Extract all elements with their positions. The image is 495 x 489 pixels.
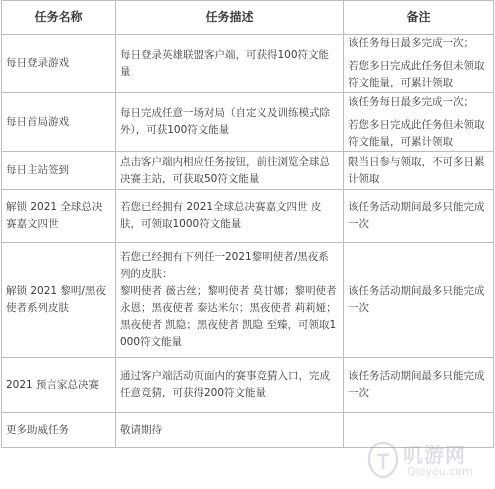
task-table	[1, 0, 494, 448]
task-description-cell	[116, 152, 344, 190]
task-description-cell	[116, 35, 344, 93]
notes-cell	[344, 190, 494, 243]
task-description-cell	[116, 93, 344, 152]
header-task-name: 任务名称	[2, 1, 116, 35]
notes-cell	[344, 35, 494, 93]
description-text: 每日完成任意一场对局（自定义及训练模式除外），可获100符文能量	[120, 107, 330, 136]
note-text: 该任务每日最多完成一次；	[348, 95, 474, 108]
task-description-cell	[116, 243, 344, 358]
task-description-cell	[116, 358, 344, 413]
notes-cell	[344, 152, 494, 190]
task-description-cell	[116, 190, 344, 243]
task-name-cell: 解锁 2021 全球总决赛嘉文四世	[2, 190, 116, 243]
notes-cell	[344, 243, 494, 358]
task-name-cell: 更多助威任务	[2, 413, 116, 448]
note-text: 若您多日完成此任务但未领取符文能量，可累计领取	[348, 60, 485, 89]
note-text: 该任务活动期间最多只能完成一次	[348, 285, 485, 314]
header-notes: 备注	[344, 1, 494, 35]
notes-cell	[344, 413, 494, 448]
table-row	[2, 35, 494, 93]
notes-cell	[344, 358, 494, 413]
table-header-row	[2, 1, 494, 35]
task-description-cell	[116, 413, 344, 448]
note-text: 若您多日完成此任务但未领取符文能量，可累计领取	[348, 118, 485, 148]
task-name-cell: 每日主站签到	[2, 152, 116, 190]
description-text: 点击客户端内相应任务按钮，前往浏览全球总决赛主站，可获取50符文能量	[120, 155, 330, 185]
note-text: 该任务活动期间最多只能完成一次	[348, 201, 485, 230]
description-text: 若您已经拥有 2021全球总决赛嘉文四世 皮肤，可领取1000符文能量	[120, 201, 322, 230]
description-text: 通过客户端活动页面内的赛事竞猜入口，完成任意竞猜，可获得200符文能量	[120, 370, 330, 399]
note-text: 该任务每日最多完成一次；	[348, 37, 474, 49]
watermark-site-url: Qieyou.com	[407, 465, 473, 478]
table-row	[2, 243, 494, 358]
task-name-cell: 解锁 2021 黎明/黑夜使者系列皮肤	[2, 243, 116, 358]
task-name-cell: 2021 预言家总决赛	[2, 358, 116, 413]
description-text: 敬请期待	[120, 423, 162, 436]
note-text: 该任务活动期间最多只能完成一次	[348, 370, 485, 399]
description-text: 黎明使者 薇古丝；黎明使者 莫甘娜；黎明使者 永恩；黑夜使者 泰达米尔；黑夜使者 莉莉娅；黑夜使者 凯隐；黑夜使者 凯隐 至臻，可领取1000符文能量	[120, 285, 337, 348]
notes-cell	[344, 93, 494, 152]
table-row	[2, 93, 494, 152]
task-name-cell: 每日首局游戏	[2, 93, 116, 152]
table-row	[2, 413, 494, 448]
note-text: 限当日参与领取，不可多日累计领取	[348, 155, 485, 185]
table-row	[2, 152, 494, 190]
watermark-site-name: 叽游网	[403, 443, 466, 467]
description-text: 若您已经拥有下列任一2021黎明使者/黑夜系列的皮肤：	[120, 251, 329, 280]
task-name-cell: 每日登录游戏	[2, 35, 116, 93]
description-text: 每日登录英雄联盟客户端，可获得100符文能量	[120, 48, 330, 78]
table-row	[2, 358, 494, 413]
table-row	[2, 190, 494, 243]
header-task-description: 任务描述	[116, 1, 344, 35]
